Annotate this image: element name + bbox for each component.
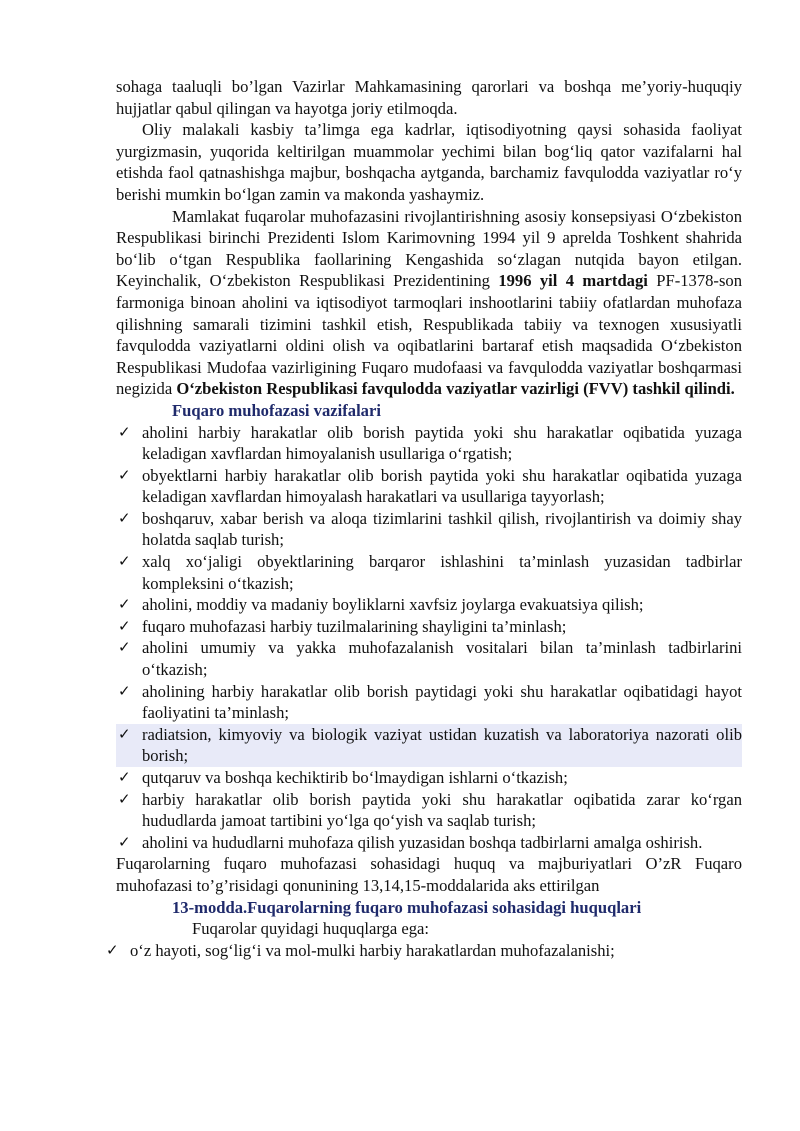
list-item: ✓ aholini va hududlarni muhofaza qilish yuzasidan boshqa tadbirlarni amalga oshirish. <box>118 832 703 852</box>
paragraph-text: Mamlakat fuqarolar muhofazasini rivojlantirishning asosiy konsepsiyasi O‘zbekiston Respublikasi birinchi Prezidenti Islom Karimovning 1994 yil 9 aprelda Toshkent shahrida bo‘lib o‘tgan Respublika faollarining Kengashida so‘zlagan nutqida bayon etilgan. Keyinchalik, O‘zbekiston Respublikasi Prezidentining <box>116 206 742 291</box>
check-icon: ✓ <box>118 465 131 484</box>
list-item: ✓ aholining harbiy harakatlar olib borish paytidagi yoki shu harakatlar oqibatidagi hayot faoliyatini ta’minlash; <box>118 681 742 723</box>
check-icon: ✓ <box>118 616 131 635</box>
check-icon: ✓ <box>118 552 131 571</box>
list-item: ✓ aholini harbiy harakatlar olib borish paytida yoki shu harakatlar oqibatida yuzaga keladigan xavflardan himoyalanish usullariga o‘rgatish; <box>118 422 742 464</box>
tasks-list <box>116 422 742 854</box>
check-icon: ✓ <box>106 940 119 959</box>
list-item: ✓ aholini, moddiy va madaniy boyliklarni xavfsiz joylarga evakuatsiya qilish; <box>118 595 644 615</box>
list-item: ✓ harbiy harakatlar olib borish paytida yoki shu harakatlar oqibatida zarar ko‘rgan hududlarda jamoat tartibini yo‘lga qo‘yish va saqlab turish; <box>118 789 742 831</box>
check-icon: ✓ <box>118 508 131 527</box>
list-item: ✓ aholini umumiy va yakka muhofazalanish vositalari bilan ta’minlash tadbirlarini o‘tkazish; <box>118 638 742 680</box>
check-icon: ✓ <box>118 768 131 786</box>
check-icon: ✓ <box>118 638 131 657</box>
bold-ministry: O‘zbekiston Respublikasi favqulodda vaziyatlar vazirligi (FVV) tashkil qilindi. <box>176 379 735 399</box>
article-heading: 13-modda.Fuqarolarning fuqaro muhofazasi sohasidagi huquqlari <box>172 897 642 917</box>
list-item: ✓ boshqaruv, xabar berish va aloqa tizimlarini tashkil qilish, rivojlantirish va doimiy shay holatda saqlab turish; <box>118 508 742 550</box>
check-icon: ✓ <box>118 422 131 441</box>
bold-date: 1996 yil 4 martdagi <box>498 271 648 291</box>
check-icon: ✓ <box>118 724 131 743</box>
list-item: ✓ fuqaro muhofazasi harbiy tuzilmalarining shayligini ta’minlash; <box>118 616 567 636</box>
paragraph-text: PF-1378-son farmoniga binoan aholini va iqtisodiyot tarmoqlari inshootlarini tabiiy ofatlardan muhofaza qilishning samarali tizimini tashkil etish, Respublikada tabiiy va texnogen xususiyatli favqulodda vaziyatlarni oldini olish va oqibatlarini bartaraf etish maqsadida O‘zbekiston Respublikasi Mudofaa vazirligining Fuqaro mudofaasi va favqulodda vaziyatlar boshqarmasi negizida <box>116 271 742 399</box>
list-item-highlighted: ✓ radiatsion, kimyoviy va biologik vaziyat ustidan kuzatish va laboratoriya nazorati olib borish; <box>118 724 742 766</box>
document-page <box>106 76 742 961</box>
list-item: ✓ obyektlarni harbiy harakatlar olib borish paytida yoki shu harakatlar oqibatida yuzaga keladigan xavflardan himoyalash harakatlari va usullariga tayyorlash; <box>118 465 742 507</box>
paragraph: Fuqarolarning fuqaro muhofazasi sohasidagi huquq va majburiyatlari O’zR Fuqaro muhofazasi to’g’risidagi qonunining 13,14,15-moddalarida aks ettirilgan <box>116 854 742 895</box>
list-item: ✓ o‘z hayoti, sog‘lig‘i va mol-mulki harbiy harakatlardan muhofazalanishi; <box>106 940 615 960</box>
paragraph <box>116 206 742 400</box>
paragraph: sohaga taaluqli bo’lgan Vazirlar Mahkamasining qarorlari va boshqa me’yoriy-huquqiy hujjatlar qabul qilingan va hayotga joriy etilmoqda. <box>116 77 742 118</box>
rights-list <box>106 940 742 962</box>
check-icon: ✓ <box>118 681 131 700</box>
rights-intro: Fuqarolar quyidagi huquqlarga ega: <box>192 919 430 939</box>
section-heading: Fuqaro muhofazasi vazifalari <box>172 400 381 420</box>
paragraph: Oliy malakali kasbiy ta’limga ega kadrlar, iqtisodiyotning qaysi sohasida faoliyat yurgizmasin, yuqorida keltirilgan muammolar yechimi bilan bog‘liq qator vazifalarni hal etishda faol qatnashishga majbur, boshqacha aytganda, barchamiz favqulodda vaziyatlar ro‘y berishi mumkin bo‘lgan zamin va makonda yashaymiz. <box>116 120 742 204</box>
check-icon: ✓ <box>118 832 131 851</box>
list-item: ✓ qutqaruv va boshqa kechiktirib bo‘lmaydigan ishlarni o‘tkazish; <box>118 768 568 787</box>
list-item: ✓ xalq xo‘jaligi obyektlarining barqaror ishlashini ta’minlash yuzasidan tadbirlar kompleksini o‘tkazish; <box>118 552 742 593</box>
check-icon: ✓ <box>118 595 131 614</box>
check-icon: ✓ <box>118 789 131 808</box>
